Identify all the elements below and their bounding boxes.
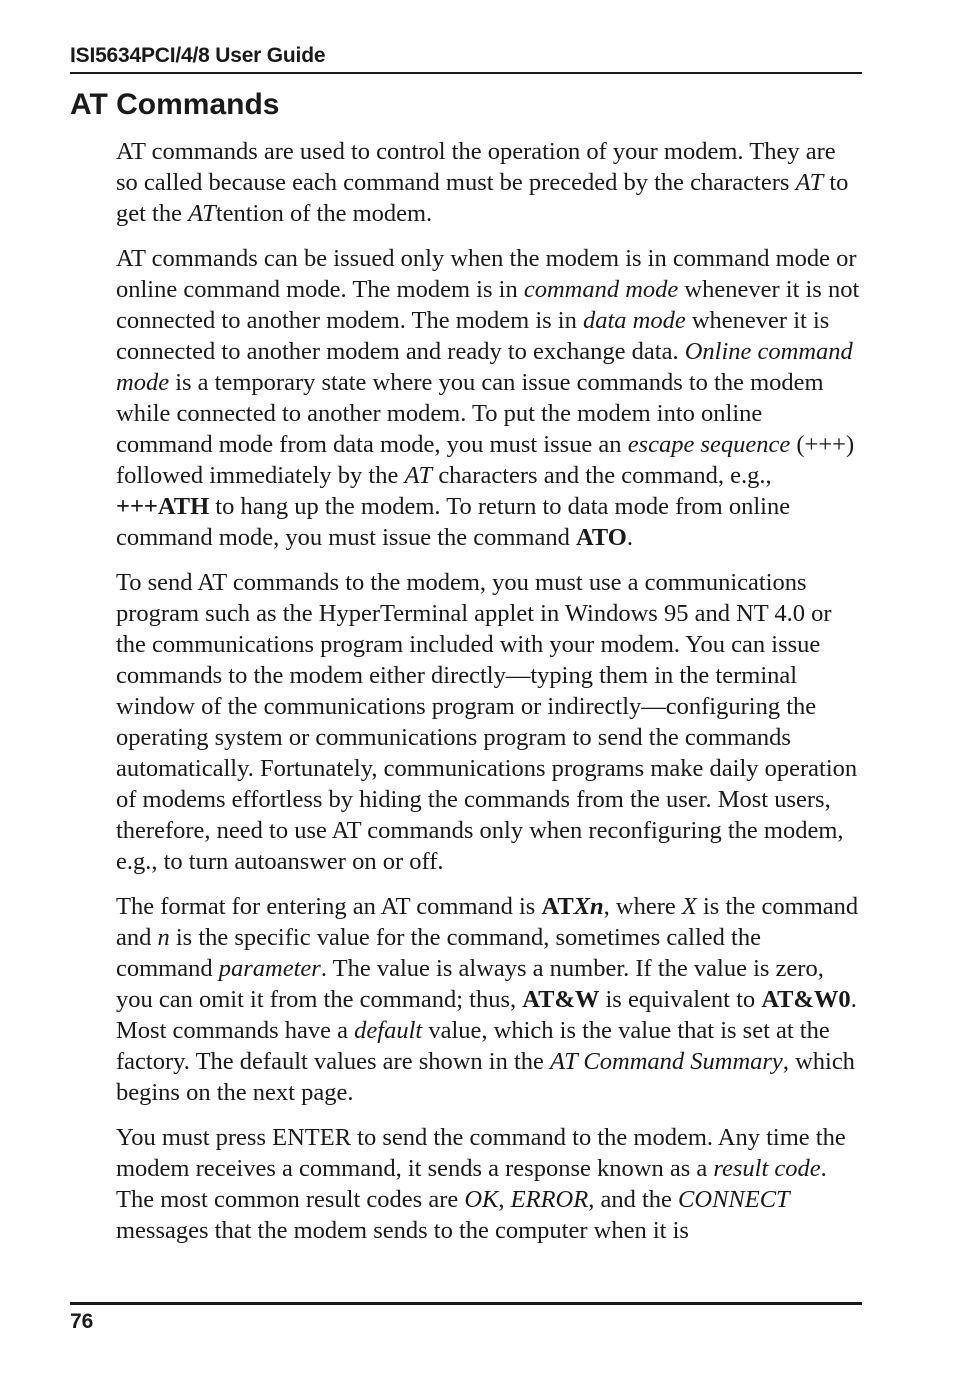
text-run: messages that the modem sends to the computer when it is xyxy=(116,1217,689,1244)
text-run: is the specific value for the command, sometimes called the command xyxy=(116,924,761,982)
text-run: is the command and xyxy=(116,893,859,951)
italic-term: default xyxy=(354,1017,423,1044)
running-header-title: ISI5634PCI/4/8 User Guide xyxy=(70,44,326,67)
italic-term: ERROR xyxy=(510,1186,589,1213)
italic-term: parameter xyxy=(218,955,321,982)
paragraph-3 xyxy=(116,567,861,877)
text-run: AT commands can be issued only when the modem is in command mode or online command mode. The modem is in xyxy=(116,245,857,303)
italic-term: OK xyxy=(464,1186,499,1213)
text-run: to hang up the modem. To return to data mode from online command mode, you must issue the command xyxy=(116,493,791,551)
text-run: tention of the modem. xyxy=(215,200,433,227)
italic-term: Online command mode xyxy=(116,338,853,396)
text-run: To send AT commands to the modem, you must use a communications program such as the HyperTerminal applet in Windows 95 and NT 4.0 or the communications program included with your modem. You can issue commands to the modem either directly—typing them in the terminal window of the communications program or indirectly—configuring the operating system or communications program to send the commands automatically. Fortunately, communications programs make daily operation of modems effortless by hiding the commands from the user. Most users, therefore, need to use AT commands only when reconfiguring the modem, e.g., to turn autoanswer on or off. xyxy=(116,569,858,875)
bold-command: +++ATH xyxy=(116,493,210,520)
italic-term: AT xyxy=(404,462,433,489)
paragraph-1 xyxy=(116,136,861,229)
text-run: characters and the command, e.g., xyxy=(432,462,772,489)
text-run: AT commands are used to control the operation of your modem. They are so called because each command must be preceded by the characters xyxy=(116,138,836,196)
bold-italic-command: Xn xyxy=(573,893,604,920)
text-run: , and the xyxy=(588,1186,679,1213)
paragraph-4 xyxy=(116,891,861,1108)
text-run: . The most common result codes are xyxy=(116,1155,827,1213)
text-run: is equivalent to xyxy=(599,986,762,1013)
bold-command: AT&W xyxy=(522,986,600,1013)
bold-command: AT&W0 xyxy=(761,986,851,1013)
text-run: , which begins on the next page. xyxy=(116,1048,855,1106)
italic-term: CONNECT xyxy=(678,1186,790,1213)
text-run: You must press ENTER to send the command to the modem. Any time the modem receives a command, it sends a response known as a xyxy=(116,1124,846,1182)
text-run: . Most commands have a xyxy=(116,986,857,1044)
text-run: value, which is the value that is set at the factory. The default values are shown in the xyxy=(116,1017,830,1075)
italic-term: AT xyxy=(188,200,216,227)
text-run: , xyxy=(498,1186,511,1213)
italic-term: result code xyxy=(713,1155,821,1182)
section-heading: AT Commands xyxy=(70,88,280,121)
header-rule xyxy=(70,72,862,74)
italic-term: data mode xyxy=(582,307,686,334)
text-run: whenever it is not connected to another modem. The modem is in xyxy=(116,276,860,334)
text-run: . xyxy=(626,524,633,551)
text-run: . The value is always a number. If the value is zero, you can omit it from the command; thus, xyxy=(116,955,824,1013)
paragraph-2 xyxy=(116,243,861,553)
text-run: whenever it is connected to another modem and ready to exchange data. xyxy=(116,307,830,365)
footer-rule xyxy=(70,1302,862,1305)
bold-command: ATO xyxy=(576,524,627,551)
italic-term: command mode xyxy=(523,276,679,303)
paragraph-5 xyxy=(116,1122,861,1246)
italic-term: X xyxy=(681,893,697,920)
italic-term: AT xyxy=(795,169,824,196)
body-text xyxy=(116,136,861,1260)
text-run: , where xyxy=(603,893,682,920)
italic-term: AT Command Summary xyxy=(550,1048,783,1075)
italic-term: escape sequence xyxy=(627,431,791,458)
bold-command: AT xyxy=(541,893,574,920)
page-number: 76 xyxy=(70,1310,94,1333)
italic-term: n xyxy=(157,924,170,951)
text-run: (+++) followed immediately by the xyxy=(116,431,855,489)
text-run: is a temporary state where you can issue commands to the modem while connected to another modem. To put the modem into online command mode from data mode, you must issue an xyxy=(116,369,824,458)
text-run: to get the xyxy=(116,169,849,227)
text-run: The format for entering an AT command is xyxy=(116,893,542,920)
